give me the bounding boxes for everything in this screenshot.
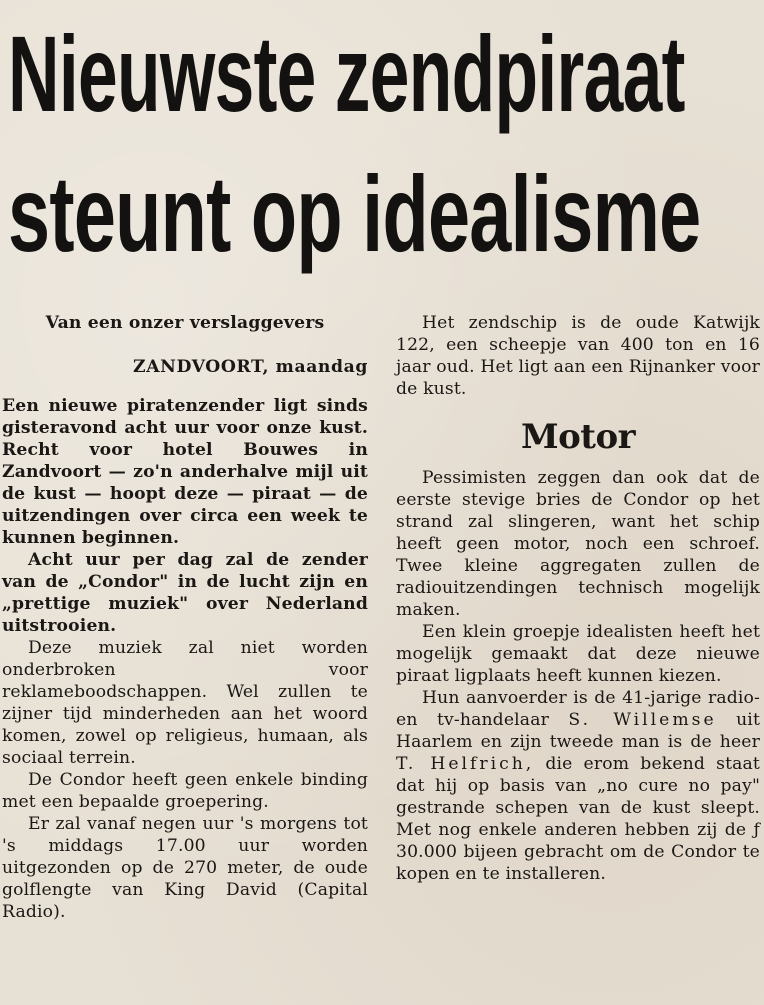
lead-paragraph: Een nieuwe piratenzender ligt sinds gisteravond acht uur voor onze kust. Recht voor hotel Bouwes in Zandvoort — zo'n anderhalve mijl uit de kust — hoopt deze — piraat — de uitzendingen over circa een week te kunnen beginnen. bbox=[2, 396, 368, 549]
subheading: Motor bbox=[520, 417, 636, 457]
headline-line-2: steunt op idealisme bbox=[8, 153, 701, 274]
person-name: S. Willemse bbox=[568, 710, 717, 730]
paragraph bbox=[396, 687, 760, 885]
article-column-right bbox=[396, 312, 760, 885]
paragraph: Deze muziek zal niet worden onderbroken voor reklameboodschappen. Wel zullen te zijner tijd minderheden aan het woord komen, zowel op religieus, humaan, als sociaal terrein. bbox=[2, 638, 368, 769]
paragraph: Er zal vanaf negen uur 's morgens tot 's middags 17.00 uur worden uitgezonden op de 270 meter, de oude golflengte van King David (Capital Radio). bbox=[2, 814, 368, 923]
byline: Van een onzer verslaggevers bbox=[45, 313, 325, 333]
paragraph: Pessimisten zeggen dan ook dat de eerste stevige bries de Condor op het strand zal slingeren, want het schip heeft geen motor, noch een schroef. Twee kleine aggregaten zullen de radiouitzendingen technisch mogelijk maken. bbox=[396, 468, 760, 620]
paragraph: De Condor heeft geen enkele binding met een bepaalde groepering. bbox=[2, 770, 368, 813]
dateline: ZANDVOORT, maandag bbox=[133, 357, 368, 377]
person-name: T. Helfrich, bbox=[396, 754, 535, 774]
text-run: die erom bekend staat dat hij op basis van „no cure no pay" gestrande schepen van de kust sleept. Met nog enkele anderen hebben zij de ƒ 30.000 bijeen gebracht om de Condor te kopen en te installeren. bbox=[396, 754, 760, 884]
headline-line-1: Nieuwste zendpiraat bbox=[8, 13, 685, 134]
paragraph: Acht uur per dag zal de zender van de „Condor" in de lucht zijn en „prettige muziek" over Nederland uitstrooien. bbox=[2, 550, 368, 637]
text-run: Hun aanvoerder is de 41-jarige radio- en tv-handelaar bbox=[396, 688, 760, 730]
paragraph: Het zendschip is de oude Katwijk 122, een scheepje van 400 ton en 16 jaar oud. Het ligt aan een Rijnanker voor de kust. bbox=[396, 313, 760, 399]
text-run: uit Haarlem en zijn tweede man is de heer bbox=[396, 710, 760, 752]
paragraph: Een klein groepje idealisten heeft het mogelijk gemaakt dat deze nieuwe piraat ligplaats heeft kunnen kiezen. bbox=[396, 622, 760, 686]
article-column-left bbox=[2, 312, 368, 923]
